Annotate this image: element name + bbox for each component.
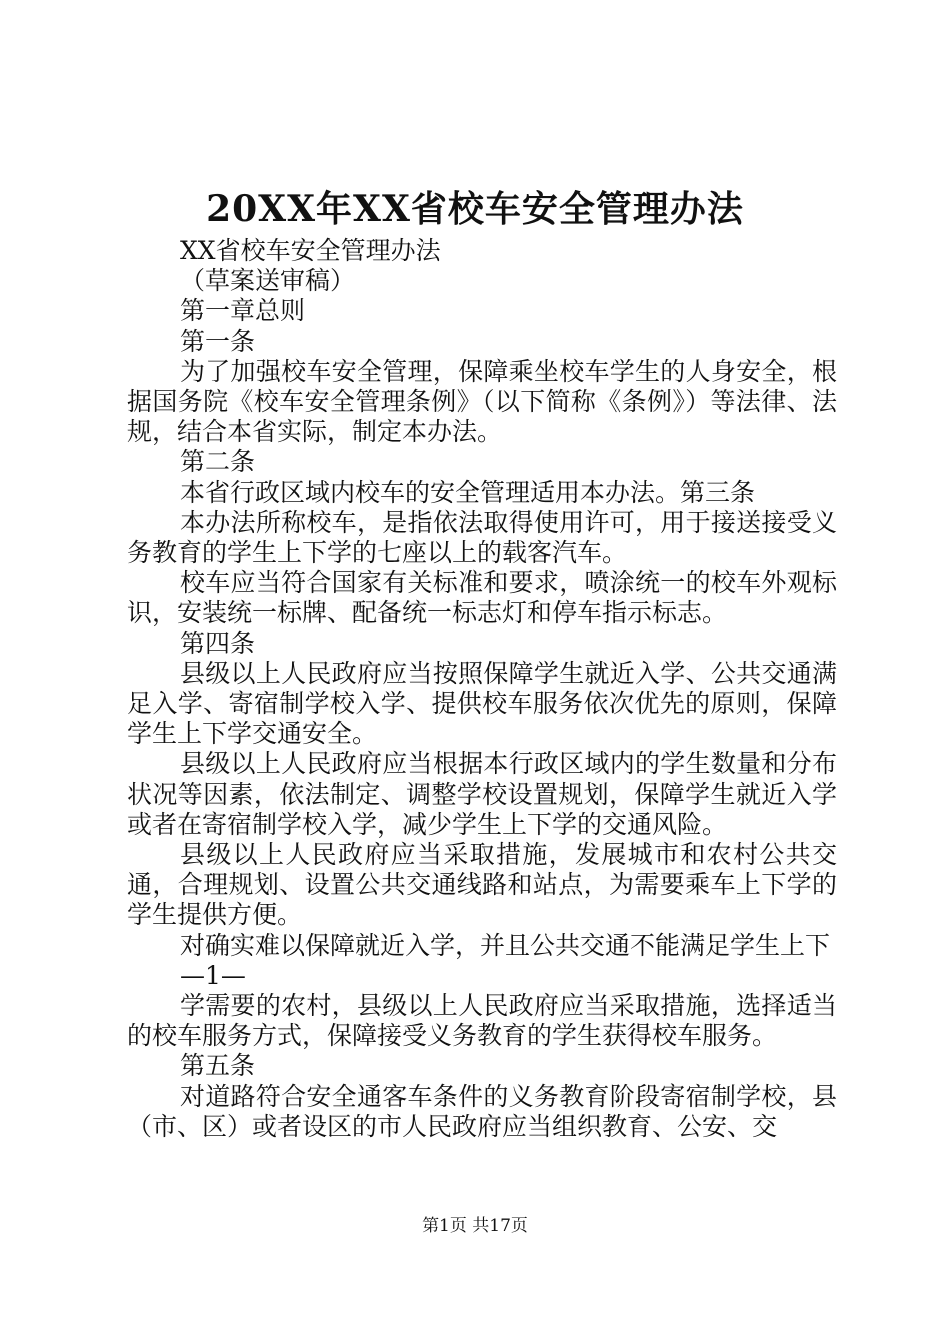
paragraph: 校车应当符合国家有关标准和要求，喷涂统一的校车外观标识，安装统一标牌、配备统一标志灯和停车指示标志。 [127, 568, 837, 628]
paragraph: 县级以上人民政府应当根据本行政区域内的学生数量和分布状况等因素，依法制定、调整学校设置规划，保障学生就近入学或者在寄宿制学校入学，减少学生上下学的交通风险。 [127, 749, 837, 839]
paragraph: 第五条 [180, 1051, 256, 1081]
document-body [127, 236, 837, 1142]
paragraph: 为了加强校车安全管理，保障乘坐校车学生的人身安全，根据国务院《校车安全管理条例》（以下简称《条例》）等法律、法规，结合本省实际，制定本办法。 [127, 356, 837, 447]
paragraph: 县级以上人民政府应当按照保障学生就近入学、公共交通满足入学、寄宿制学校入学、提供校车服务依次优先的原则，保障学生上下学交通安全。 [127, 658, 837, 749]
paragraph: 学需要的农村，县级以上人民政府应当采取措施，选择适当的校车服务方式，保障接受义务教育的学生获得校车服务。 [127, 991, 837, 1051]
paragraph: 第四条 [180, 628, 256, 658]
paragraph: 第一条 [180, 326, 256, 356]
paragraph: XX省校车安全管理办法 [180, 236, 441, 265]
paragraph: 第一章总则 [180, 296, 306, 326]
page-footer: 第1页 共17页 [422, 1216, 528, 1236]
paragraph: 对确实难以保障就近入学，并且公共交通不能满足学生上下 [180, 930, 831, 960]
paragraph: 县级以上人民政府应当采取措施，发展城市和农村公共交通，合理规划、设置公共交通线路和站点，为需要乘车上下学的学生提供方便。 [127, 840, 837, 930]
page-marker: —1— [180, 960, 246, 990]
paragraph: 本办法所称校车，是指依法取得使用许可，用于接送接受义务教育的学生上下学的七座以上的载客汽车。 [127, 507, 837, 568]
paragraph: 对道路符合安全通客车条件的义务教育阶段寄宿制学校，县（市、区）或者设区的市人民政府应当组织教育、公安、交 [127, 1081, 837, 1141]
paragraph: （草案送审稿） [180, 266, 356, 296]
paragraph: 第二条 [180, 447, 256, 477]
document-title: 20XX年XX省校车安全管理办法 [206, 188, 744, 230]
paragraph: 本省行政区域内校车的安全管理适用本办法。第三条 [180, 477, 756, 507]
